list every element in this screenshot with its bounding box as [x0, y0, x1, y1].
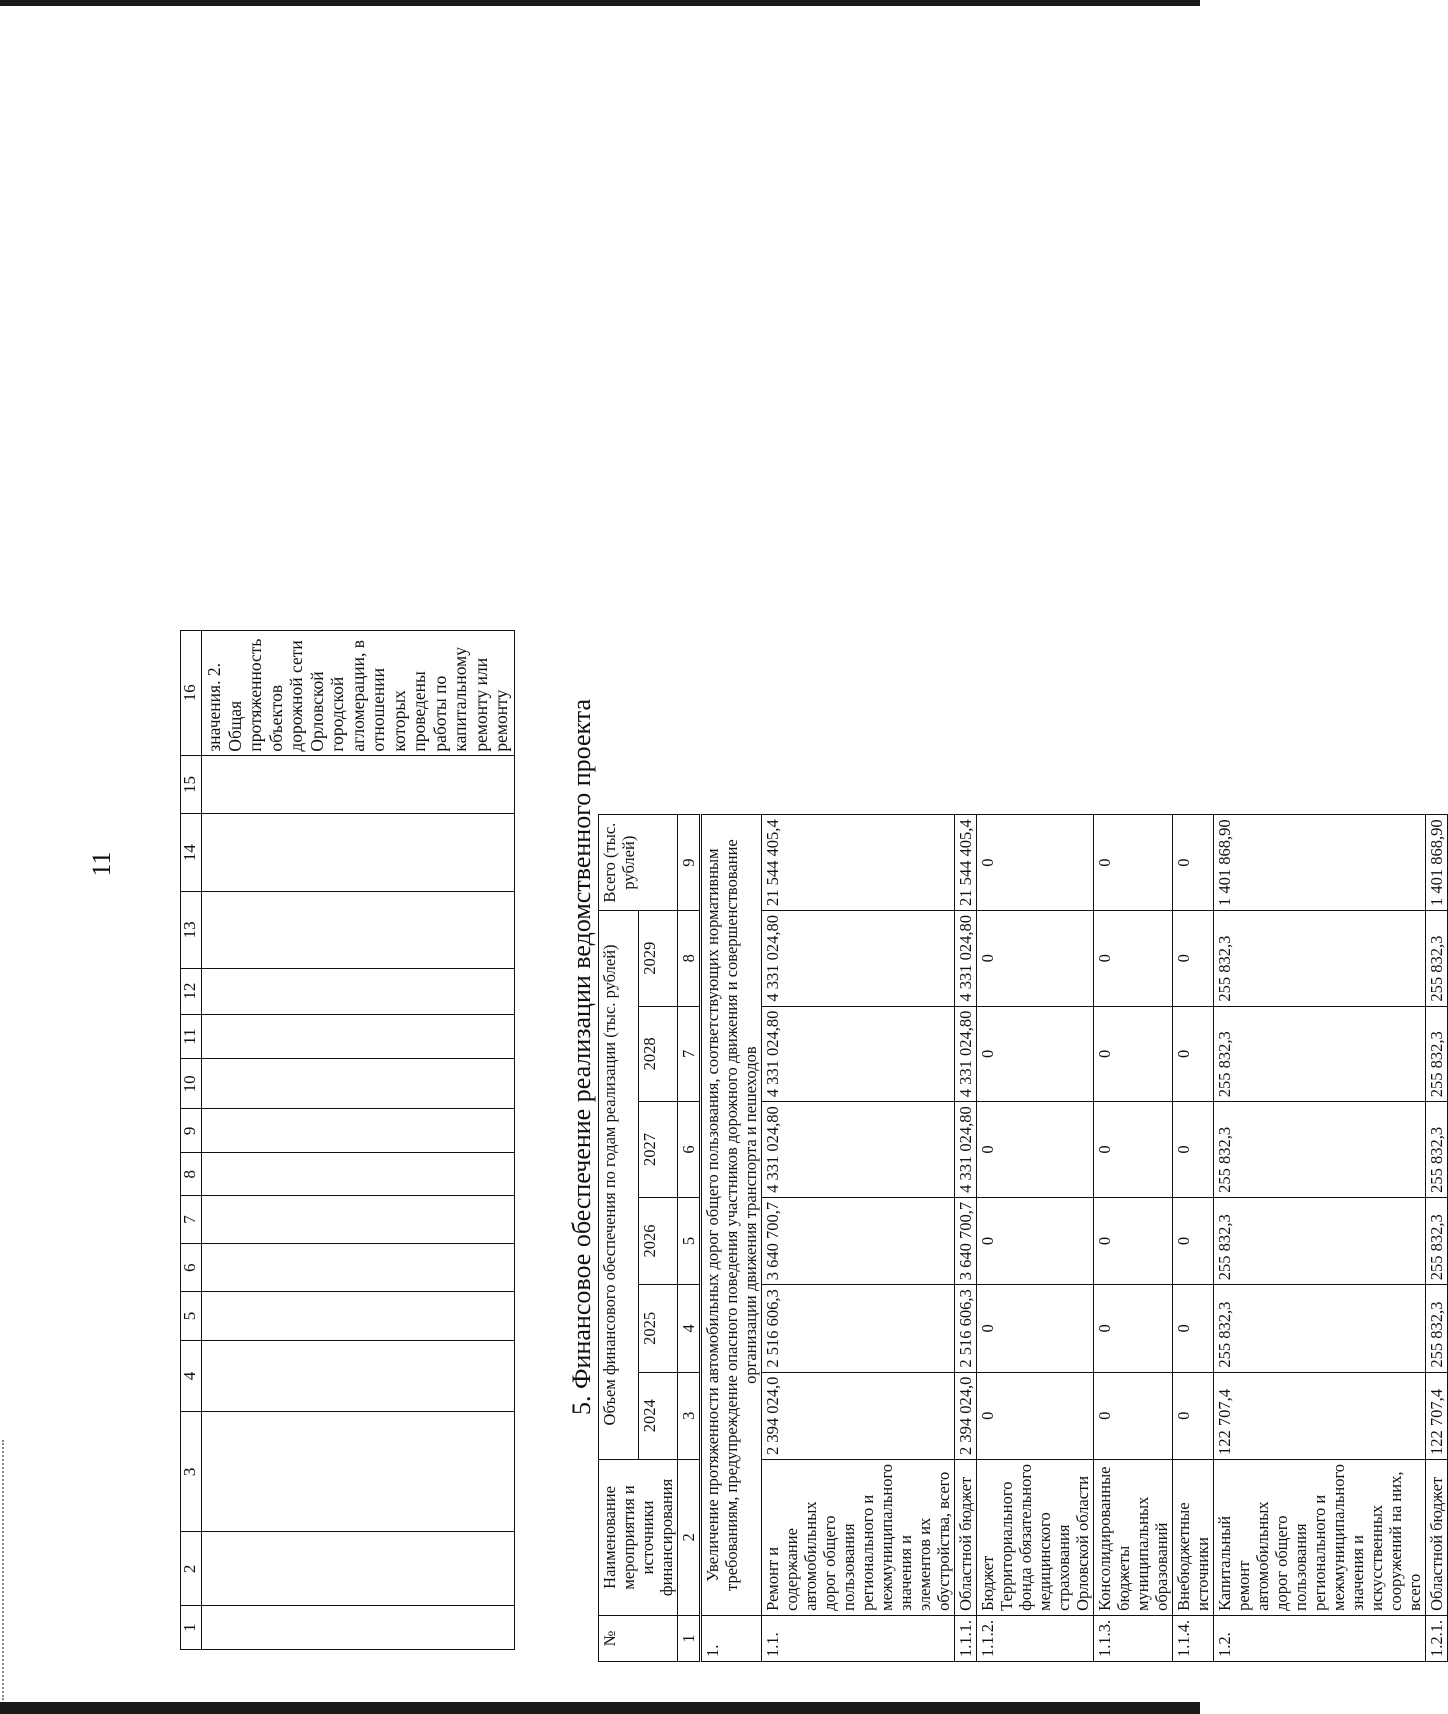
value-cell: 0 [1173, 1372, 1214, 1459]
value-cell: 4 331 024,80 [762, 1006, 955, 1102]
index-cell: 8 [678, 910, 701, 1006]
table-cell [202, 1244, 515, 1292]
value-cell: 0 [1094, 910, 1173, 1006]
row-num: 1.1. [762, 1615, 955, 1661]
index-cell: 5 [678, 1197, 701, 1284]
col-header: 11 [181, 1014, 202, 1059]
col-header: 4 [181, 1340, 202, 1412]
total-cell: 0 [1094, 815, 1173, 911]
value-cell: 255 832,3 [1214, 1102, 1426, 1198]
index-cell: 9 [678, 815, 701, 911]
col-header: 3 [181, 1412, 202, 1532]
value-cell: 3 640 700,7 [762, 1197, 955, 1284]
total-cell: 1 401 868,90 [1214, 815, 1426, 911]
section-heading: 5. Финансовое обеспечение реализации ведомственного проекта [567, 699, 596, 1415]
goal-text: Увеличение протяженности автомобильных дорог общего пользования, соответствующих нормативным требованиям, предупреждение опасного поведения участников дорожного движения и совершенствование организации движения транспорта и пешеходов [701, 815, 762, 1616]
col-header: 14 [181, 814, 202, 892]
finance-table [598, 814, 1448, 1662]
value-cell: 122 707,4 [1426, 1372, 1448, 1459]
table-cell [202, 1532, 515, 1606]
table-cell [202, 1109, 515, 1153]
value-cell: 122 707,4 [1214, 1372, 1426, 1459]
value-cell: 0 [977, 1285, 1094, 1372]
row-num: 1.1.3. [1094, 1615, 1173, 1661]
scan-edge-top [0, 0, 1200, 6]
col-header: 8 [181, 1153, 202, 1195]
table-cell [202, 814, 515, 892]
total-cell: 1 401 868,90 [1426, 815, 1448, 911]
value-cell: 255 832,3 [1426, 910, 1448, 1006]
value-cell: 4 331 024,80 [762, 910, 955, 1006]
table-cell [202, 1153, 515, 1195]
total-cell: 21 544 405,4 [762, 815, 955, 911]
value-cell: 0 [977, 1197, 1094, 1284]
table-cell [202, 968, 515, 1014]
finance-table-wrap [598, 814, 1448, 1662]
header-num: № [599, 1615, 678, 1661]
value-cell: 255 832,3 [1426, 1197, 1448, 1284]
table-cell [202, 1606, 515, 1650]
page-number: 11 [87, 851, 116, 877]
index-cell: 4 [678, 1285, 701, 1372]
row-num: 1. [701, 1615, 762, 1661]
table-cell [202, 1412, 515, 1532]
value-cell: 2 394 024,0 [955, 1372, 977, 1459]
col-header: 5 [181, 1292, 202, 1340]
col-header: 12 [181, 968, 202, 1014]
header-year: 2024 [638, 1372, 678, 1459]
row-name: Областной бюджет [955, 1459, 977, 1615]
value-cell: 0 [1173, 1006, 1214, 1102]
table-cell [202, 1059, 515, 1109]
value-cell: 0 [1094, 1285, 1173, 1372]
header-volume: Объем финансового обеспечения по годам реализации (тыс. рублей) [599, 910, 639, 1459]
scan-edge-left [2, 1440, 6, 1700]
table-cell [202, 1340, 515, 1412]
value-cell: 255 832,3 [1214, 1197, 1426, 1284]
value-cell: 2 516 606,3 [955, 1285, 977, 1372]
table-cell [202, 1195, 515, 1243]
row-num: 1.1.1. [955, 1615, 977, 1661]
value-cell: 0 [1173, 910, 1214, 1006]
index-cell: 2 [678, 1459, 701, 1615]
indicator-description: значения. 2. Общая протяженность объектов дорожной сети Орловской городской агломерации, в отношении которых проведены работы по капитальному ремонту или ремонту [202, 631, 515, 756]
row-name: Областной бюджет [1426, 1459, 1448, 1615]
table-cell [202, 755, 515, 814]
total-cell: 0 [977, 815, 1094, 911]
header-year: 2029 [638, 910, 678, 1006]
header-total: Всего (тыс. рублей) [599, 815, 678, 911]
col-header: 2 [181, 1532, 202, 1606]
row-name: Капитальный ремонт автомобильных дорог общего пользования регионального и межмуниципального значения и искусственных сооружений на них, всего [1214, 1459, 1426, 1615]
table-cell [202, 1292, 515, 1340]
row-name: Бюджет Территориального фонда обязательного медицинского страхования Орловской области [977, 1459, 1094, 1615]
continuation-table-wrap [180, 630, 515, 1650]
index-cell: 3 [678, 1372, 701, 1459]
index-cell: 1 [678, 1615, 701, 1661]
col-header: 6 [181, 1244, 202, 1292]
col-header: 7 [181, 1195, 202, 1243]
value-cell: 4 331 024,80 [955, 1006, 977, 1102]
value-cell: 0 [1173, 1285, 1214, 1372]
col-header: 1 [181, 1606, 202, 1650]
value-cell: 0 [977, 910, 1094, 1006]
index-cell: 7 [678, 1006, 701, 1102]
row-num: 1.2.1. [1426, 1615, 1448, 1661]
header-year: 2025 [638, 1285, 678, 1372]
value-cell: 0 [977, 1102, 1094, 1198]
value-cell: 255 832,3 [1426, 1102, 1448, 1198]
value-cell: 2 516 606,3 [762, 1285, 955, 1372]
header-name: Наименование мероприятия и источники финансирования [599, 1459, 678, 1615]
value-cell: 0 [1173, 1102, 1214, 1198]
value-cell: 0 [1173, 1197, 1214, 1284]
value-cell: 255 832,3 [1426, 1006, 1448, 1102]
value-cell: 4 331 024,80 [955, 1102, 977, 1198]
scan-edge-bottom [0, 1702, 1200, 1714]
row-name: Внебюджетные источники [1173, 1459, 1214, 1615]
col-header: 16 [181, 631, 202, 756]
value-cell: 255 832,3 [1214, 1006, 1426, 1102]
header-year: 2026 [638, 1197, 678, 1284]
col-header: 13 [181, 892, 202, 969]
row-num: 1.2. [1214, 1615, 1426, 1661]
value-cell: 0 [977, 1372, 1094, 1459]
value-cell: 3 640 700,7 [955, 1197, 977, 1284]
table-cell [202, 892, 515, 969]
row-num: 1.1.2. [977, 1615, 1094, 1661]
table-cell [202, 1014, 515, 1059]
row-name: Ремонт и содержание автомобильных дорог общего пользования регионального и межмуниципального значения и элементов их обустройства, всего [762, 1459, 955, 1615]
index-cell: 6 [678, 1102, 701, 1198]
col-header: 9 [181, 1109, 202, 1153]
total-cell: 0 [1173, 815, 1214, 911]
total-cell: 21 544 405,4 [955, 815, 977, 911]
col-header: 15 [181, 755, 202, 814]
row-name: Консолидированные бюджеты муниципальных образований [1094, 1459, 1173, 1615]
col-header: 10 [181, 1059, 202, 1109]
continuation-table [180, 630, 515, 1650]
value-cell: 255 832,3 [1426, 1285, 1448, 1372]
header-year: 2028 [638, 1006, 678, 1102]
value-cell: 0 [1094, 1372, 1173, 1459]
value-cell: 0 [1094, 1006, 1173, 1102]
value-cell: 4 331 024,80 [762, 1102, 955, 1198]
value-cell: 0 [1094, 1197, 1173, 1284]
value-cell: 4 331 024,80 [955, 910, 977, 1006]
row-num: 1.1.4. [1173, 1615, 1214, 1661]
header-year: 2027 [638, 1102, 678, 1198]
value-cell: 2 394 024,0 [762, 1372, 955, 1459]
value-cell: 255 832,3 [1214, 1285, 1426, 1372]
value-cell: 0 [1094, 1102, 1173, 1198]
value-cell: 0 [977, 1006, 1094, 1102]
value-cell: 255 832,3 [1214, 910, 1426, 1006]
